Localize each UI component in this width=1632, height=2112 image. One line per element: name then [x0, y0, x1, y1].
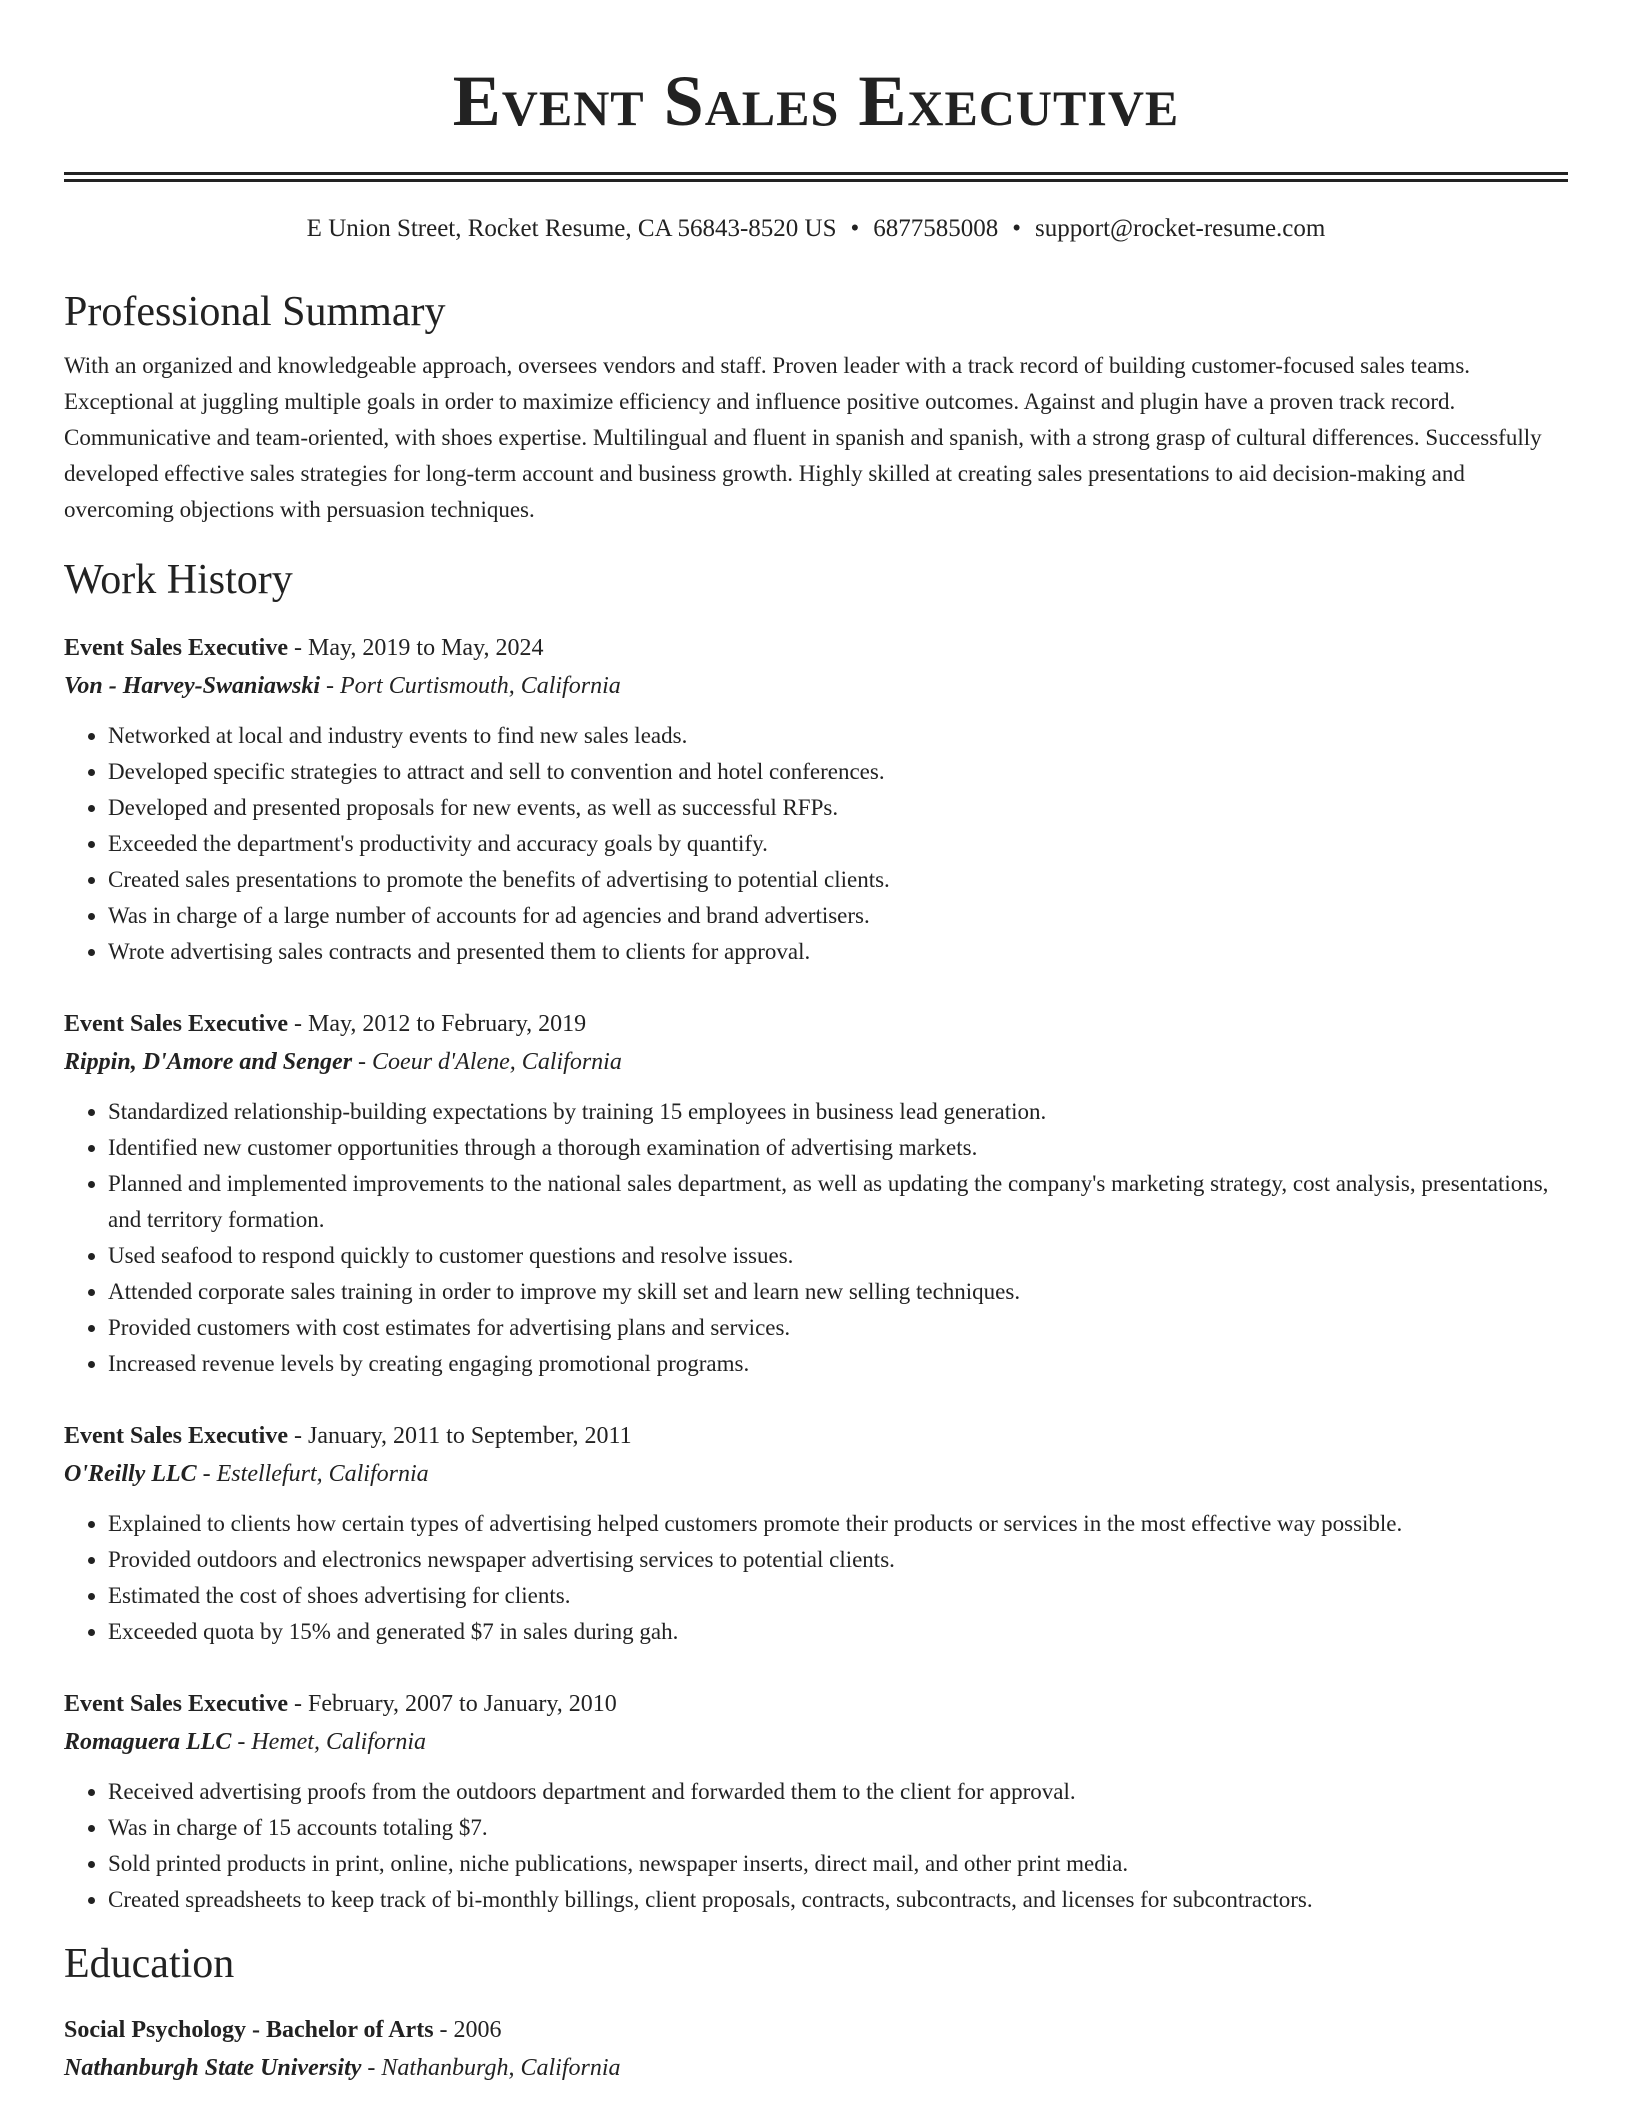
- title-divider: [64, 172, 1568, 182]
- education-location: - Nathanburgh, California: [361, 2055, 621, 2081]
- job-bullet: • Wrote advertising sales contracts and presented them to clients for approval.: [108, 934, 1568, 970]
- job-bullet: • Exceeded quota by 15% and generated $7 in sales during gah.: [108, 1614, 1568, 1650]
- job-title-line: [64, 1006, 1568, 1042]
- contact-separator: •: [850, 215, 860, 242]
- job-company-line: [64, 1454, 1568, 1494]
- job-bullet: • Was in charge of a large number of accounts for ad agencies and brand advertisers.: [108, 898, 1568, 934]
- education-entry: [64, 2012, 1568, 2088]
- contact-line: [64, 212, 1568, 246]
- education-school-line: [64, 2048, 1568, 2088]
- resume-title: Event Sales Executive: [452, 61, 1180, 141]
- education-school: Nathanburgh State University: [64, 2055, 362, 2081]
- education-heading: Education: [64, 1941, 235, 1987]
- job-bullet: • Planned and implemented improvements to the national sales department, as well as updating the company's marketing strategy, cost analysis, presentations, and territory formation.: [108, 1166, 1568, 1238]
- job-location: - Port Curtismouth, California: [320, 673, 621, 699]
- job-company: Von - Harvey-Swaniawski: [64, 673, 321, 699]
- education-degree-line: [64, 2012, 1568, 2048]
- summary-heading: Professional Summary: [64, 289, 446, 335]
- job-role: Event Sales Executive: [64, 1423, 288, 1449]
- job-title-line: [64, 630, 1568, 666]
- job-company-line: [64, 666, 1568, 706]
- job-bullet: • Standardized relationship-building expectations by training 15 employees in business lead generation.: [108, 1094, 1568, 1130]
- job-bullet: • Sold printed products in print, online, niche publications, newspaper inserts, direct mail, and other print media.: [108, 1846, 1568, 1882]
- job-bullet: • Provided customers with cost estimates for advertising plans and services.: [108, 1310, 1568, 1346]
- job-entry: [64, 1686, 1568, 1918]
- job-bullet: • Provided outdoors and electronics newspaper advertising services to potential clients.: [108, 1542, 1568, 1578]
- job-location: - Estellefurt, California: [196, 1461, 429, 1487]
- job-bullet: • Networked at local and industry events to find new sales leads.: [108, 718, 1568, 754]
- contact-separator: •: [1012, 215, 1022, 242]
- job-location: - Hemet, California: [231, 1729, 426, 1755]
- job-bullet: • Exceeded the department's productivity and accuracy goals by quantify.: [108, 826, 1568, 862]
- job-bullets: [64, 718, 1568, 970]
- job-dates: - January, 2011 to September, 2011: [287, 1423, 632, 1449]
- job-bullet: • Used seafood to respond quickly to customer questions and resolve issues.: [108, 1238, 1568, 1274]
- contact-email: support@rocket-resume.com: [1035, 215, 1326, 242]
- job-bullet: • Attended corporate sales training in order to improve my skill set and learn new selling techniques.: [108, 1274, 1568, 1310]
- job-bullet: • Increased revenue levels by creating engaging promotional programs.: [108, 1346, 1568, 1382]
- job-bullet: • Received advertising proofs from the outdoors department and forwarded them to the client for approval.: [108, 1774, 1568, 1810]
- job-company: O'Reilly LLC: [64, 1461, 197, 1487]
- job-bullet: • Explained to clients how certain types of advertising helped customers promote their products or services in the most effective way possible.: [108, 1506, 1568, 1542]
- work-history-heading: Work History: [64, 557, 293, 603]
- job-title-line: [64, 1686, 1568, 1722]
- job-company-line: [64, 1042, 1568, 1082]
- job-location: - Coeur d'Alene, California: [352, 1049, 622, 1075]
- job-entry: [64, 630, 1568, 970]
- job-role: Event Sales Executive: [64, 635, 288, 661]
- education-year: - 2006: [433, 2017, 502, 2043]
- job-bullet: • Estimated the cost of shoes advertising for clients.: [108, 1578, 1568, 1614]
- job-dates: - May, 2012 to February, 2019: [287, 1011, 587, 1037]
- job-bullets: [64, 1094, 1568, 1382]
- job-entry: [64, 1418, 1568, 1650]
- contact-address: E Union Street, Rocket Resume, CA 56843-8520 US: [306, 215, 837, 242]
- job-dates: - February, 2007 to January, 2010: [287, 1691, 617, 1717]
- job-bullet: • Developed and presented proposals for new events, as well as successful RFPs.: [108, 790, 1568, 826]
- job-bullet: • Created spreadsheets to keep track of bi-monthly billings, client proposals, contracts, subcontracts, and licenses for subcontractors.: [108, 1882, 1568, 1918]
- job-bullet: • Was in charge of 15 accounts totaling $7.: [108, 1810, 1568, 1846]
- job-bullet: • Created sales presentations to promote the benefits of advertising to potential clients.: [108, 862, 1568, 898]
- job-company: Romaguera LLC: [64, 1729, 232, 1755]
- contact-phone: 6877585008: [873, 215, 999, 242]
- job-bullet: • Identified new customer opportunities through a thorough examination of advertising markets.: [108, 1130, 1568, 1166]
- job-company: Rippin, D'Amore and Senger: [64, 1049, 353, 1075]
- job-bullet: • Developed specific strategies to attract and sell to convention and hotel conferences.: [108, 754, 1568, 790]
- job-company-line: [64, 1722, 1568, 1762]
- job-role: Event Sales Executive: [64, 1011, 288, 1037]
- education-degree: Social Psychology - Bachelor of Arts: [64, 2017, 434, 2043]
- job-title-line: [64, 1418, 1568, 1454]
- job-entry: [64, 1006, 1568, 1382]
- job-bullets: [64, 1506, 1568, 1650]
- job-dates: - May, 2019 to May, 2024: [287, 635, 544, 661]
- job-role: Event Sales Executive: [64, 1691, 288, 1717]
- job-bullets: [64, 1774, 1568, 1918]
- summary-text: With an organized and knowledgeable approach, oversees vendors and staff. Proven leader with a track record of building customer-focused sales teams. Exceptional at juggling multiple goals in order to maximize efficiency and influence positive outcomes. Against and plugin have a proven track record. Communicative and team-oriented, with shoes expertise. Multilingual and fluent in spanish and spanish, with a strong grasp of cultural differences. Successfully developed effective sales strategies for long-term account and business growth. Highly skilled at creating sales presentations to aid decision-making and overcoming objections with persuasion techniques.: [64, 353, 1542, 522]
